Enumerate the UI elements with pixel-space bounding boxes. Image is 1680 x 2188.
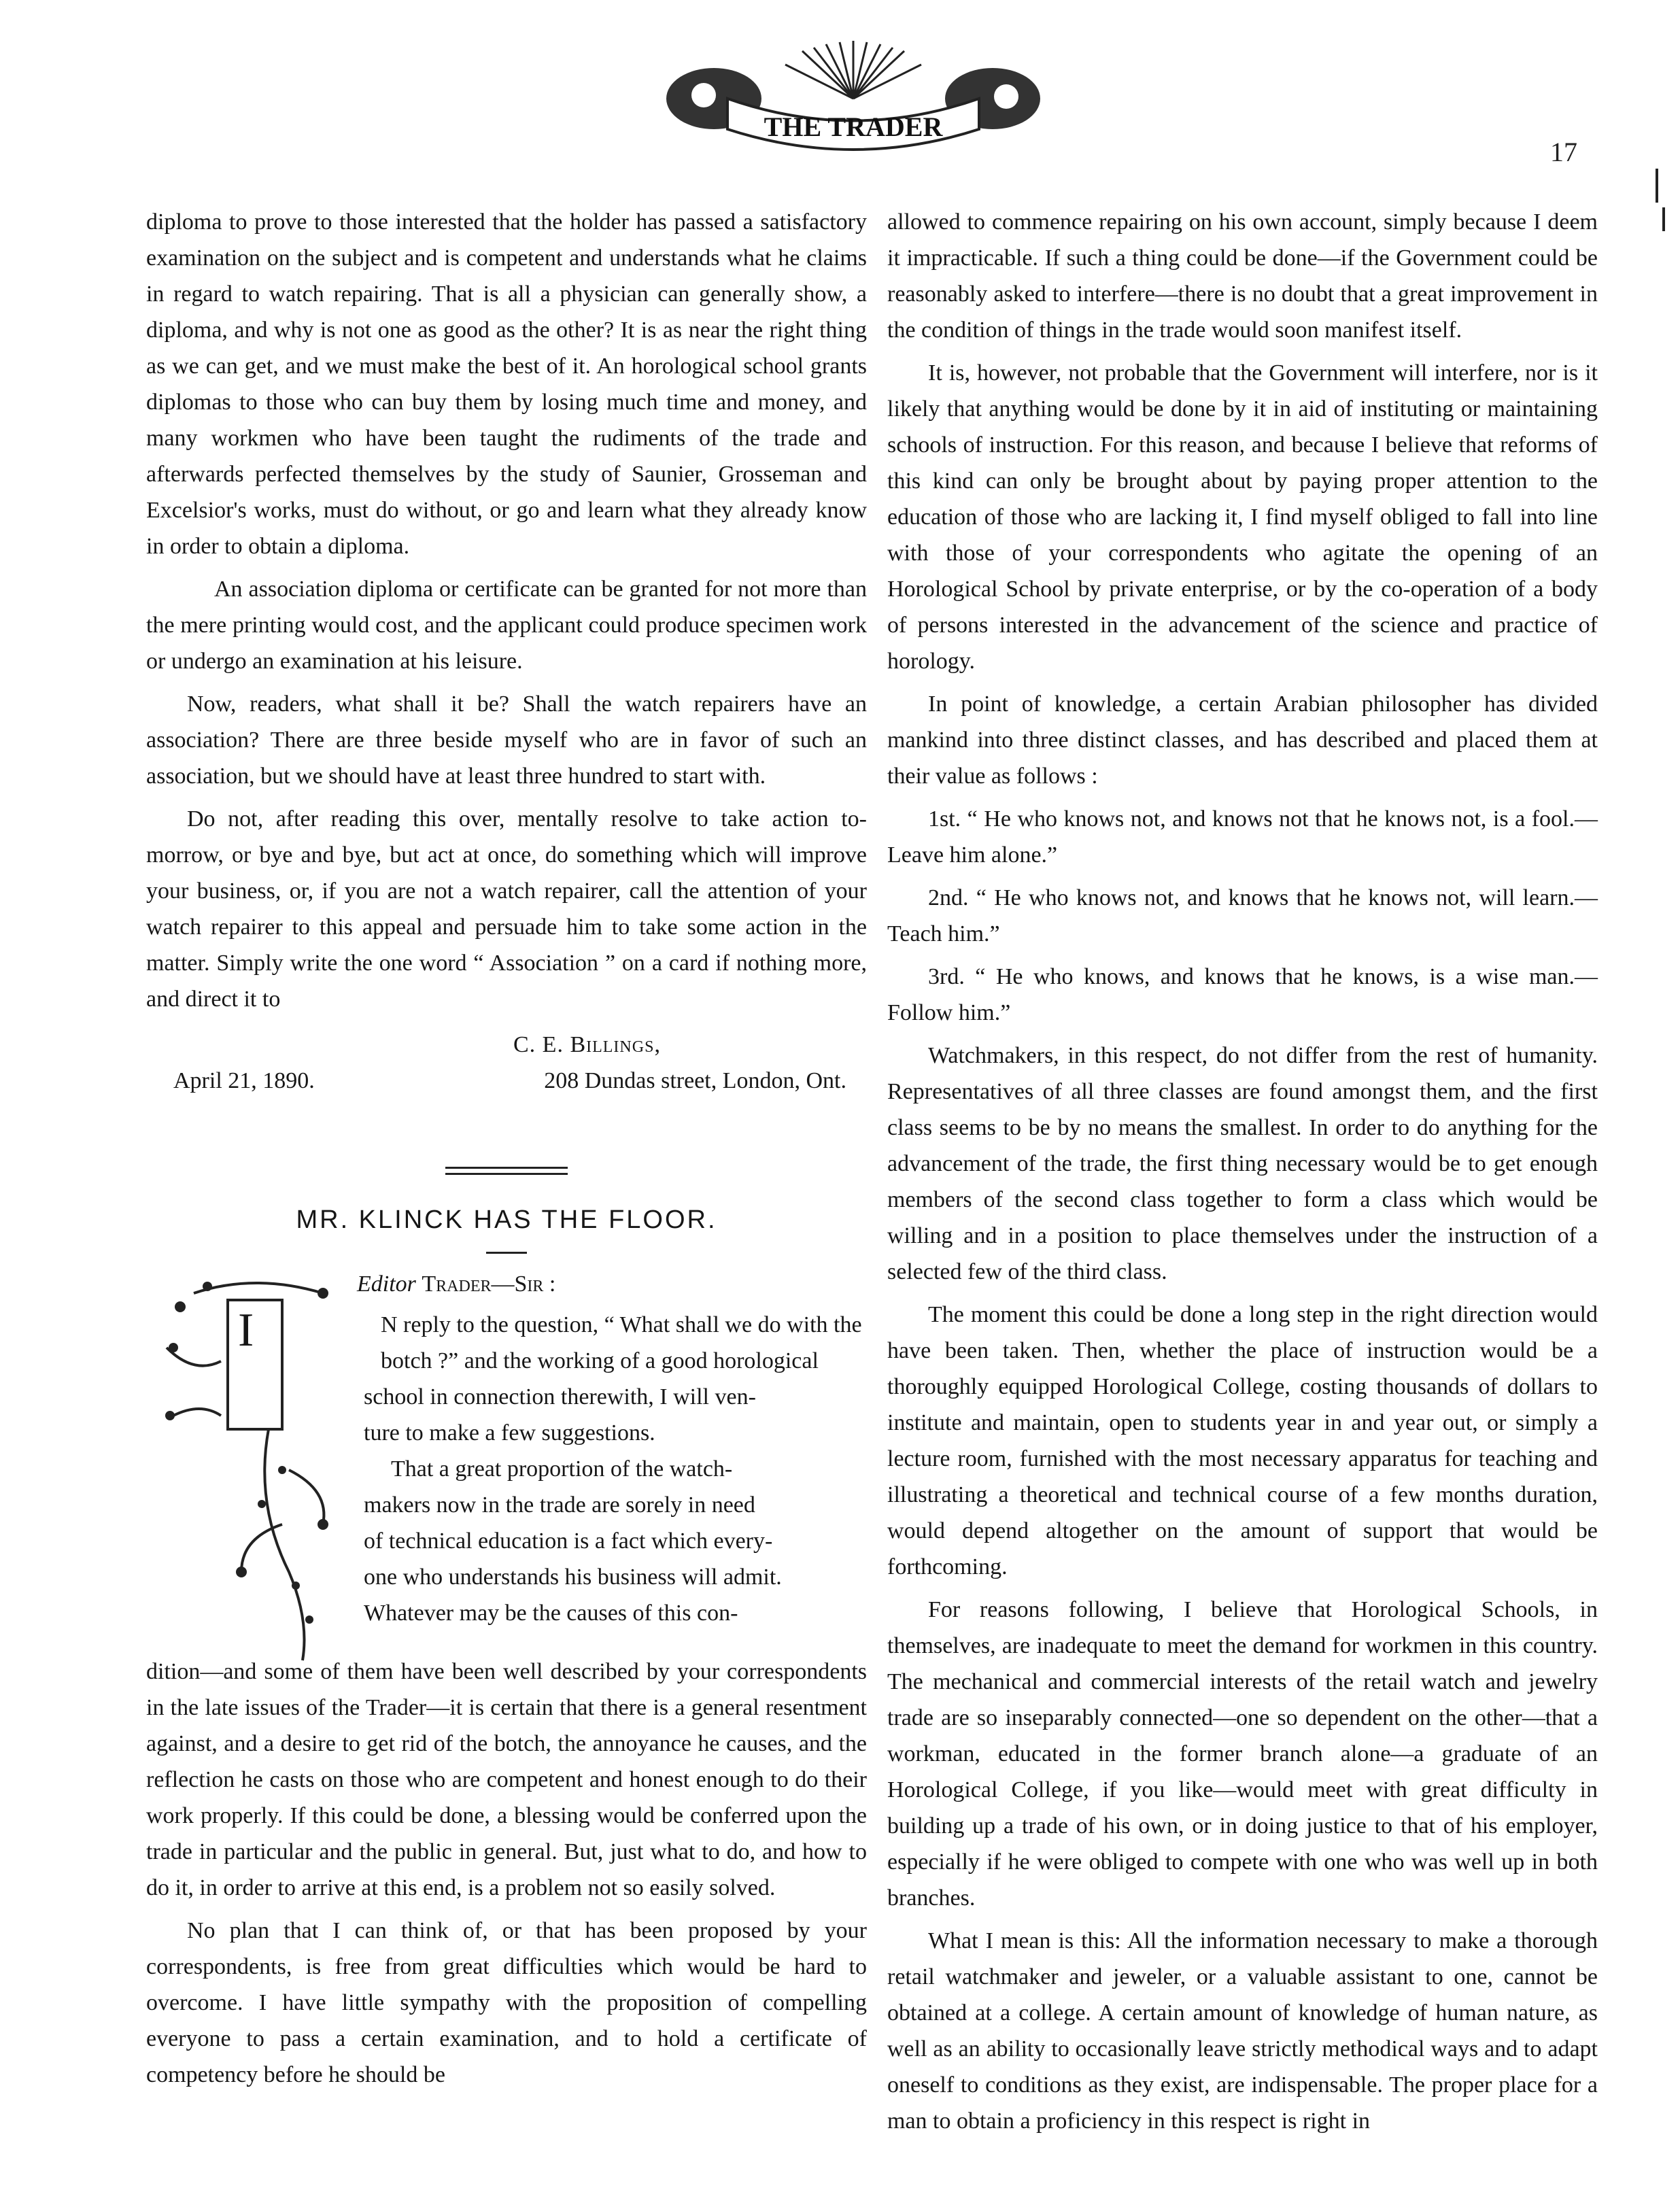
dropcap-line: one who understands his business will admit. bbox=[364, 1565, 782, 1590]
signature-name: C. E. Billings, bbox=[513, 1032, 661, 1057]
paragraph: An association diploma or certificate can be granted for not more than the mere printing would cost, and the applicant could produce specimen work or undergo an examination at his leisure. bbox=[146, 577, 867, 674]
dropcap-line: ture to make a few suggestions. bbox=[364, 1420, 655, 1446]
paragraph: For reasons following, I believe that Horological Schools, in themselves, are inadequate to meet the demand for workmen in this country. The mechanical and commercial interests of the retail watch and jewelry trade are so inseparably connected—one so dependent on the other—that a workman, educated in the former branch alone—a graduate of an Horological College, if you like—would meet with great difficulty in building up a trade of his own, or in doing justice to that of his employer, especially if he were obliged to compete with one who was well up in both branches. bbox=[887, 1597, 1598, 1911]
dropcap-line: school in connection therewith, I will ven- bbox=[364, 1384, 756, 1409]
signature-address: 208 Dundas street, London, Ont. bbox=[544, 1068, 846, 1093]
section-divider bbox=[445, 1167, 568, 1175]
headline-rule bbox=[486, 1252, 527, 1254]
margin-mark bbox=[1656, 169, 1658, 203]
dropcap-line: That a great proportion of the watch- bbox=[391, 1456, 733, 1482]
salutation bbox=[357, 1266, 555, 1302]
right-column bbox=[887, 204, 1598, 2146]
page-number: 17 bbox=[1550, 137, 1577, 167]
signature-row bbox=[146, 1063, 867, 1099]
floral-ornament-icon bbox=[153, 1266, 357, 1667]
dropcap-line: botch ?” and the working of a good horological bbox=[381, 1348, 819, 1373]
paragraph: allowed to commence repairing on his own account, simply because I deem it impracticable. If such a thing could be done—if the Government could be reasonably asked to interfere—there is no doubt that a great improvement in the condition of things in the trade would soon manifest itself. bbox=[887, 209, 1598, 343]
dropcap-section bbox=[146, 1266, 867, 1654]
salutation-trader: Trader—Sir : bbox=[422, 1271, 556, 1297]
left-column bbox=[146, 204, 867, 2100]
paragraph: No plan that I can think of, or that has been proposed by your correspondents, is free from great difficulties which would be hard to overcome. I have little sympathy with the proposition of compelling everyone to pass a certain examination, and to hold a certificate of competency before he should be bbox=[146, 1918, 867, 2087]
list-item: 1st. “ He who knows not, and knows not that he knows not, is a fool.—Leave him alone.” bbox=[887, 806, 1598, 868]
salutation-editor: Editor bbox=[357, 1271, 416, 1297]
dropcap-letter: I bbox=[238, 1304, 254, 1356]
list-item: 3rd. “ He who knows, and knows that he knows, is a wise man.—Follow him.” bbox=[887, 964, 1598, 1025]
trader-logo-graphic bbox=[653, 34, 1054, 163]
signature-date: April 21, 1890. bbox=[173, 1068, 315, 1093]
dropcap-line: Whatever may be the causes of this con- bbox=[364, 1601, 738, 1626]
paragraph: diploma to prove to those interested that the holder has passed a satisfactory examination on the subject and is competent and understands what he claims in regard to watch repairing. That is all a physician can generally show, a diploma, and why is not one as good as the other? It is as near the right thing as we can get, and we must make the best of it. An horological school grants diplomas to those who can buy them by losing much time and money, and many workmen who have been taught the rudiments of the trade and afterwards perfected themselves by the study of Saunier, Grosseman and Excelsior's works, must do without, or go and learn what they already know in order to obtain a diploma. bbox=[146, 209, 867, 559]
paragraph: Do not, after reading this over, mentally resolve to take action to-morrow, or bye and bye, but act at once, do something which will improve your business, or, if you are not a watch repairer, call the attention of your watch repairer to this appeal and persuade him to take some action in the matter. Simply write the one word “ Association ” on a card if nothing more, and direct it to bbox=[146, 806, 867, 1012]
paragraph: Watchmakers, in this respect, do not differ from the rest of humanity. Representatives of all three classes are found amongst them, and the first class seems to be by no means the smallest. In order to do anything for the advancement of the trade, the first thing necessary would be to get enough members of the second class together to form a class which would be willing and in a position to place themselves under the instruction of a selected few of the third class. bbox=[887, 1043, 1598, 1284]
paragraph: In point of knowledge, a certain Arabian philosopher has divided mankind into three distinct classes, and has described and placed them at their value as follows : bbox=[887, 691, 1598, 789]
paragraph: Now, readers, what shall it be? Shall the watch repairers have an association? There are three beside myself who are in favor of such an association, but we should have at least three hundred to start with. bbox=[146, 691, 867, 789]
list-item: 2nd. “ He who knows not, and knows that he knows not, will learn.—Teach him.” bbox=[887, 885, 1598, 946]
dropcap-line: of technical education is a fact which every- bbox=[364, 1528, 773, 1554]
svg-text:THE TRADER: THE TRADER bbox=[764, 112, 943, 142]
dropcap-line: N reply to the question, “ What shall we do with the bbox=[381, 1312, 862, 1337]
paragraph: What I mean is this: All the information necessary to make a thorough retail watchmaker and jeweler, or a valuable assistant to one, cannot be obtained at a college. A certain amount of knowledge of human nature, as well as an ability to occasionally leave strictly methodical ways and to adapt oneself to conditions as they exist, are indispensable. The proper place for a man to obtain a proficiency in this respect is right in bbox=[887, 1928, 1598, 2134]
margin-mark bbox=[1662, 207, 1665, 231]
article-headline: MR. KLINCK HAS THE FLOOR. bbox=[296, 1206, 717, 1234]
dropcap-line: makers now in the trade are sorely in need bbox=[364, 1492, 755, 1518]
masthead-logo bbox=[653, 34, 1054, 163]
paragraph: It is, however, not probable that the Government will interfere, nor is it likely that anything would be done by it in aid of instituting or maintaining schools of instruction. For this reason, and because I believe that reforms of this kind can only be brought about by paying proper attention to the education of those who are lacking it, I find myself obliged to fall into line with those of your correspondents who agitate the opening of an Horological School by private enterprise, or by the co-operation of a body of persons interested in the advancement of the science and practice of horology. bbox=[887, 360, 1598, 674]
paragraph: The moment this could be done a long step in the right direction would have been taken. Then, whether the place of instruction would be a thoroughly equipped Horological College, costing thousands of dollars to institute and maintain, open to students year in and year out, or simply a lecture room, furnished with the most necessary apparatus for teaching and illustrating a theoretical and technical course of a few months duration, would depend altogether on the amount of support that would be forthcoming. bbox=[887, 1302, 1598, 1579]
paragraph: dition—and some of them have been well described by your correspondents in the late issues of the Trader—it is certain that there is a general resentment against, and a desire to get rid of the botch, the annoyance he causes, and the reflection he casts on those who are competent and honest enough to do their work properly. If this could be done, a blessing would be conferred upon the trade in particular and the public in general. But, just what to do, and how to do it, in order to arrive at this end, is a problem not so easily solved. bbox=[146, 1659, 867, 1900]
